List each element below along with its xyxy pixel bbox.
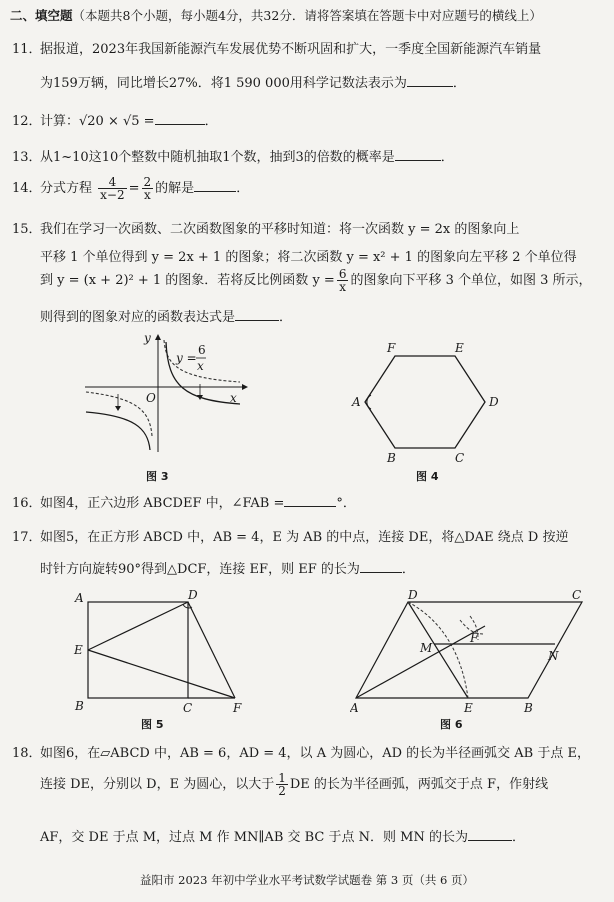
answer-blank: [235, 308, 279, 321]
figure-4-caption: 图 4: [416, 470, 439, 483]
question-11-line1: [12, 38, 541, 57]
square: [88, 602, 188, 698]
figure-6-caption: 图 6: [440, 718, 463, 731]
answer-blank: [407, 74, 453, 87]
question-number: 13．: [12, 150, 42, 165]
vertex-label: D: [188, 590, 198, 602]
question-18-line3: AF，交 DE 于点 M，过点 M 作 MN∥AB 交 BC 于点 N．则 MN 的长为 ．: [40, 830, 525, 845]
question-17-line2: 时针方向旋转90°得到△DCF，连接 EF，则 EF 的长为 ．: [40, 562, 415, 577]
question-text: 我们在学习一次函数、二次函数图象的平移时知道：将一次函数 y = 2x 的图象向上: [40, 222, 520, 237]
vertex-label: E: [74, 643, 83, 657]
question-12: 12．计算：√20 × √5 = ．: [12, 110, 218, 129]
vertex-label: A: [352, 395, 361, 409]
question-14: 14．分式方程 $\frac{4}{x-2}$ = $\frac{2}{x}$ 的解是 ．: [12, 175, 250, 202]
numerator: 1: [278, 771, 286, 785]
vertex-label: F: [233, 701, 242, 715]
section-header: [10, 6, 542, 24]
x-axis-label: x: [230, 391, 237, 405]
figure-6: [350, 590, 600, 715]
numerator: 2: [143, 175, 152, 189]
numerator: 4: [98, 176, 126, 189]
figure-5-caption: 图 5: [141, 718, 164, 731]
answer-blank: [194, 179, 236, 192]
question-15-line2: [40, 246, 577, 265]
question-number: 16．: [12, 496, 42, 511]
question-11-line2: 为159万辆，同比增长27%．将1 590 000用科学记数法表示为 ．: [40, 76, 466, 91]
denominator: x: [339, 280, 347, 294]
question-text: 如图5，在正方形 ABCD 中，AB = 4，E 为 AB 的中点，连接 DE，将△DAE 绕点 D 按逆: [40, 530, 569, 545]
question-15-line1: [12, 218, 519, 237]
question-text: 分式方程: [40, 181, 93, 196]
answer-blank: [155, 112, 205, 125]
answer-blank: [284, 494, 336, 507]
vertex-label: C: [183, 701, 193, 715]
question-text: 为159万辆，同比增长27%．将1 590 000用科学记数法表示为: [40, 76, 407, 91]
vertex-label: A: [350, 701, 359, 715]
question-number: 17．: [12, 530, 42, 545]
y-axis-label: y: [144, 332, 151, 345]
question-number: 18．: [12, 746, 42, 761]
segment-DF: [188, 602, 235, 698]
question-text: AF，交 DE 于点 M，过点 M 作 MN∥AB 交 BC 于点 N．则 MN 的长为: [40, 830, 468, 845]
question-text: 的图象向下平移 3 个单位，如图 3 所示，: [350, 273, 592, 288]
question-16: [12, 492, 356, 511]
y-axis-arrow: [155, 334, 161, 340]
figure-5: [70, 590, 250, 715]
vertex-label: B: [524, 701, 533, 715]
question-text: 从1~10这10个整数中随机抽取1个数，抽到3的倍数的概率是: [40, 150, 395, 165]
segment-EF: [88, 650, 235, 698]
fraction: [98, 176, 126, 201]
question-text: 如图6，在▱ABCD 中，AB = 6，AD = 4，以 A 为圆心，AD 的长为半径画弧交 AB 于点 E，: [40, 746, 590, 761]
shift-arrowhead: [115, 406, 121, 411]
figure-4: [345, 340, 505, 465]
section-title: 二、填空题: [10, 8, 73, 23]
segment-DE: [408, 602, 468, 698]
question-text: 如图4，正六边形 ABCDEF 中，∠FAB =: [40, 496, 285, 511]
question-number: 14．: [12, 181, 42, 196]
answer-blank: [395, 148, 441, 161]
denominator: 2: [278, 784, 286, 798]
question-text: 连接 DE，分别以 D，E 为圆心，以大于: [40, 777, 275, 792]
question-18-line1: [12, 742, 590, 761]
question-18-line2: [40, 770, 548, 800]
function-denominator: x: [197, 359, 204, 373]
hexagon: [365, 356, 485, 448]
question-text: °．: [336, 496, 356, 511]
question-text: 据报道，2023年我国新能源汽车发展优势不断巩固和扩大，一季度全国新能源汽车销量: [40, 42, 542, 57]
vertex-label: D: [489, 395, 499, 409]
fraction: [337, 268, 349, 293]
denominator: x: [143, 188, 151, 202]
vertex-label: A: [75, 591, 84, 605]
question-number: 12．: [12, 114, 42, 129]
question-15-line4: 则得到的图象对应的函数表达式是 ．: [40, 310, 293, 325]
x-axis-arrow: [242, 384, 248, 390]
point-label: M: [420, 641, 433, 655]
question-text: 到 y = (x + 2)² + 1 的图象．若将反比例函数 y =: [40, 273, 335, 288]
vertex-label: C: [455, 451, 465, 465]
vertex-label: F: [387, 341, 396, 355]
question-text: 时针方向旋转90°得到△DCF，连接 EF，则 EF 的长为: [40, 562, 360, 577]
question-number: 15．: [12, 222, 42, 237]
question-text: DE 的长为半径画弧，两弧交于点 F，作射线: [289, 777, 549, 792]
question-15-line3: [40, 266, 592, 296]
denominator: x−2: [100, 188, 125, 202]
vertex-label: D: [408, 590, 418, 602]
fraction: [276, 772, 288, 797]
point-label: F: [470, 631, 479, 645]
answer-blank: [468, 828, 512, 841]
function-numerator: 6: [198, 343, 206, 357]
function-label: y =: [176, 351, 197, 365]
page-footer: 益阳市 2023 年初中学业水平考试数学试题卷 第 3 页（共 6 页）: [140, 873, 474, 887]
question-text: 计算：√20 × √5 =: [40, 114, 155, 129]
vertex-label: B: [75, 699, 84, 713]
answer-blank: [360, 560, 402, 573]
equals-sign: =: [128, 181, 140, 196]
question-number: 11．: [12, 42, 42, 57]
figure-3-caption: 图 3: [146, 470, 169, 483]
segment-DE: [88, 602, 188, 650]
numerator: 6: [338, 267, 347, 281]
question-text: 的解是: [155, 181, 195, 196]
question-17-line1: [12, 526, 568, 545]
fraction: [142, 176, 154, 201]
point-label: E: [464, 701, 473, 715]
shifted-curve-left: [86, 412, 150, 450]
figure-3: [80, 332, 250, 462]
origin-label: O: [146, 391, 156, 405]
question-13: 13．从1~10这10个整数中随机抽取1个数，抽到3的倍数的概率是 ．: [12, 146, 454, 165]
point-label: N: [548, 649, 559, 663]
question-text: 则得到的图象对应的函数表达式是: [40, 310, 236, 325]
question-text: 平移 1 个单位得到 y = 2x + 1 的图象；将二次函数 y = x² + 1 的图象向左平移 2 个单位得: [40, 250, 577, 265]
vertex-label: E: [455, 341, 464, 355]
section-note: （本题共8个小题，每小题4分，共32分．请将答案填在答题卡中对应题号的横线上）: [72, 8, 542, 23]
vertex-label: C: [572, 590, 582, 602]
vertex-label: B: [387, 451, 396, 465]
